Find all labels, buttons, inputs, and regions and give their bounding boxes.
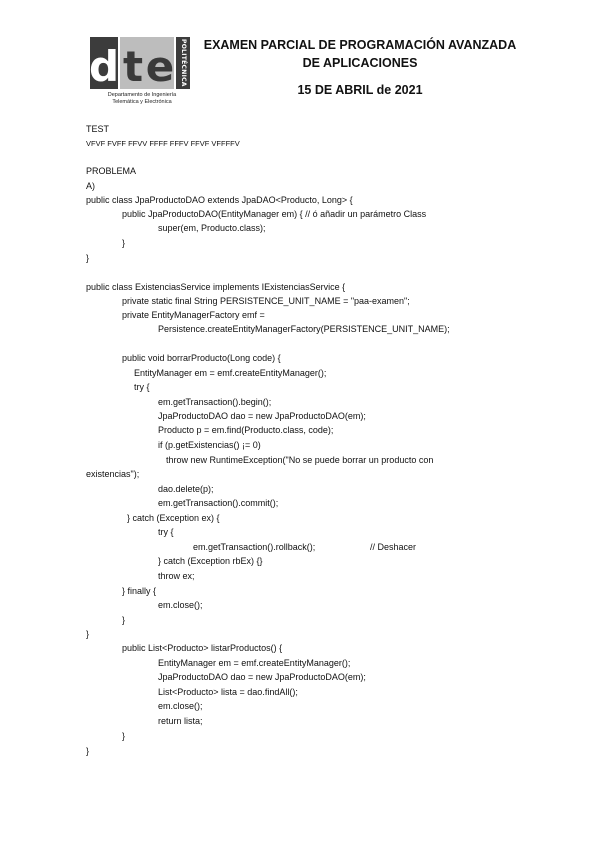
code-line: Persistence.createEntityManagerFactory(PERSISTENCE_UNIT_NAME); bbox=[158, 324, 450, 334]
test-answers: VFVF FVFF FFVV FFFF FFFV FFVF VFFFFV bbox=[86, 139, 240, 148]
section-test: TEST bbox=[86, 124, 110, 134]
code-line: } finally { bbox=[122, 586, 157, 596]
code-line: List<Producto> lista = dao.findAll(); bbox=[158, 687, 298, 697]
code-line: public void borrarProducto(Long code) { bbox=[122, 353, 281, 363]
code-line: em.close(); bbox=[158, 701, 203, 711]
code-line: public JpaProductoDAO(EntityManager em) { // ó añadir un parámetro Class bbox=[122, 209, 427, 219]
code-line: if (p.getExistencias() ¡= 0) bbox=[158, 440, 261, 450]
code-line: Producto p = em.find(Producto.class, code); bbox=[158, 425, 334, 435]
logo-letter-blocks bbox=[90, 37, 190, 89]
code-line: return lista; bbox=[158, 716, 203, 726]
code-line: super(em, Producto.class); bbox=[158, 223, 266, 233]
code-line: dao.delete(p); bbox=[158, 484, 214, 494]
code-line: try { bbox=[134, 382, 150, 392]
code-line: } catch (Exception rbEx) {} bbox=[158, 556, 263, 566]
code-line: } bbox=[122, 731, 126, 741]
code-line: em.getTransaction().rollback(); bbox=[193, 542, 316, 552]
code-line: } catch (Exception ex) { bbox=[127, 513, 220, 523]
code-line: try { bbox=[158, 527, 174, 537]
code-line: EntityManager em = emf.createEntityManager(); bbox=[158, 658, 351, 668]
exam-title-line-1: EXAMEN PARCIAL DE PROGRAMACIÓN AVANZADA bbox=[203, 38, 517, 52]
code-line: JpaProductoDAO dao = new JpaProductoDAO(em); bbox=[158, 411, 366, 421]
code-line: } bbox=[122, 615, 126, 625]
logo-subtitle-line-2: Telemática y Electrónica bbox=[112, 98, 172, 105]
code-line: em.close(); bbox=[158, 600, 203, 610]
logo-letter-e: e bbox=[146, 37, 174, 89]
logo-side-text: POLITÉCNICA bbox=[176, 37, 190, 89]
code-line: } bbox=[86, 746, 90, 756]
code-line: private static final String PERSISTENCE_UNIT_NAME = "paa-examen"; bbox=[122, 296, 410, 306]
logo-subtitle bbox=[92, 92, 192, 105]
logo-letter-t: t bbox=[120, 37, 146, 89]
logo-subtitle-line-1: Departamento de Ingeniería bbox=[107, 92, 177, 98]
code-line: } bbox=[86, 629, 90, 639]
code-line: JpaProductoDAO dao = new JpaProductoDAO(em); bbox=[158, 672, 366, 682]
code-line: em.getTransaction().begin(); bbox=[158, 397, 272, 407]
code-line: public class JpaProductoDAO extends JpaDAO<Producto, Long> { bbox=[86, 195, 353, 205]
code-line: EntityManager em = emf.createEntityManager(); bbox=[134, 368, 327, 378]
section-problema: PROBLEMA bbox=[86, 166, 137, 176]
code-line: throw new RuntimeException("No se puede borrar un producto con bbox=[166, 455, 434, 465]
code-comment: // Deshacer bbox=[370, 542, 417, 552]
logo-letter-d: d bbox=[90, 37, 118, 89]
dte-logo bbox=[90, 37, 190, 109]
exam-title-line-2: DE APLICACIONES bbox=[302, 56, 418, 70]
code-line: } bbox=[122, 238, 126, 248]
code-line: em.getTransaction().commit(); bbox=[158, 498, 279, 508]
code-line: public List<Producto> listarProductos() { bbox=[122, 643, 283, 653]
part-a-label: A) bbox=[86, 181, 95, 191]
code-line: throw ex; bbox=[158, 571, 195, 581]
code-line: } bbox=[86, 253, 90, 263]
code-line: existencias"); bbox=[86, 469, 140, 479]
exam-date: 15 DE ABRIL de 2021 bbox=[297, 83, 423, 97]
code-line: public class ExistenciasService implements IExistenciasService { bbox=[86, 282, 346, 292]
code-line: private EntityManagerFactory emf = bbox=[122, 310, 265, 320]
